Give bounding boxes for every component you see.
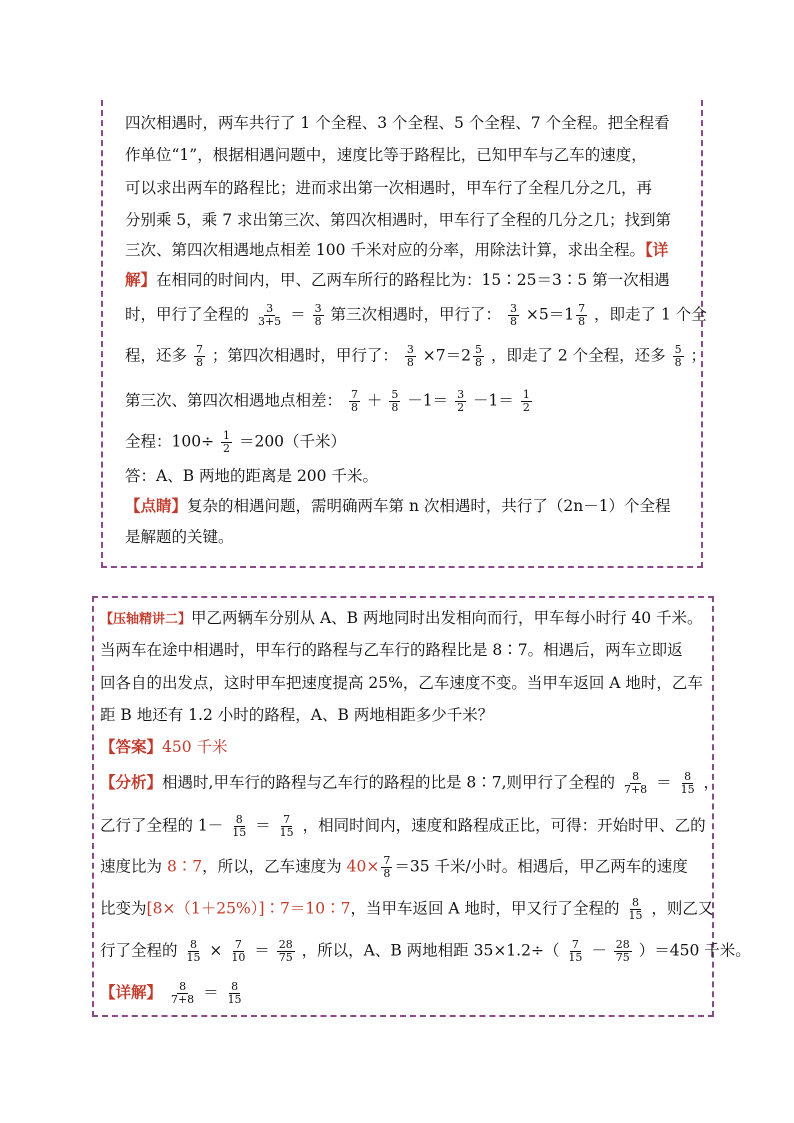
detail-tag: 【详: [644, 240, 669, 259]
detail-tag: 【详解】: [100, 982, 163, 1002]
fraction: $\frac{8}{15}$: [227, 980, 242, 1006]
fraction: $\frac{8}{7+8}$: [623, 770, 648, 796]
text-segment: ；第四次相遇时，甲行了：: [211, 346, 398, 365]
text-segment: 程，还多: [125, 346, 188, 365]
section-tag: 【压轴精讲二】: [100, 612, 192, 627]
analysis-line: [100, 855, 688, 880]
analysis-line: [100, 897, 713, 922]
fraction: $\frac{5}{8}$: [391, 388, 399, 414]
answer-value: 450 千米: [162, 738, 228, 756]
text-line: [125, 240, 668, 260]
detail-tag: 解】: [125, 270, 157, 289]
text-line: [125, 496, 671, 516]
problem-line: 距 B 地还有 1.2 小时的路程，A、B 两地相距多少千米？: [100, 706, 494, 724]
text-segment: 全程：100÷: [125, 432, 215, 451]
text-segment: －1＝: [473, 391, 514, 410]
fraction: $\frac{5}{8}$: [475, 343, 482, 369]
math-line: [125, 344, 706, 369]
math-line: [125, 430, 346, 455]
text-segment: －1＝: [407, 391, 449, 410]
problem-line: 回各自的出发点，这时甲车把速度提高 25%，乙车速度不变。当甲车返回 A 地时，乙车: [100, 674, 703, 692]
key-point-tag: 【点睛】: [125, 496, 188, 515]
text-segment: 速度比为: [100, 857, 167, 876]
fraction: $\frac{7}{10}$: [231, 938, 246, 964]
text-segment: ＝: [203, 983, 219, 1002]
text-line: [125, 270, 670, 290]
text-segment: ，所以，A、B 两地相距 35×1.2÷（: [301, 941, 560, 960]
detail-line: [100, 981, 246, 1006]
highlight-text: 8∶7: [166, 857, 203, 876]
problem-line: [100, 608, 703, 630]
text-segment: ＝200（千米）: [238, 432, 347, 451]
text-segment: ＝: [290, 305, 306, 324]
text-segment: ×7＝2: [422, 346, 471, 365]
text-segment: 复杂的相遇问题，需明确两车第 n 次相遇时，共行了（2n－1）个全程: [187, 497, 671, 515]
text-segment: ＝35 千米/小时。相遇后，甲乙两车的速度: [394, 857, 688, 876]
fraction: $\frac{5}{8}$: [674, 343, 682, 369]
fraction: $\frac{3}{8}$: [509, 302, 517, 328]
text-segment: ＝: [254, 941, 270, 960]
fraction: $\frac{7}{8}$: [383, 854, 391, 880]
fraction: $\frac{28}{75}$: [278, 938, 293, 964]
fraction: $\frac{7}{15}$: [279, 813, 294, 839]
fraction: $\frac{8}{15}$: [232, 813, 247, 839]
text-segment: ）＝450 千米。: [638, 941, 751, 960]
text-line: 四次相遇时，两车共行了 1 个全程、3 个全程、5 个全程、7 个全程。把全程看: [125, 114, 670, 132]
fraction: $\frac{8}{7+8}$: [170, 980, 195, 1006]
text-segment: 乙行了全程的 1－: [100, 816, 224, 835]
text-segment: ，即走了 1 个全: [594, 305, 707, 324]
text-segment: ，相同时间内，速度和路程成正比，可得：开始时甲、乙的: [302, 816, 706, 835]
answer-line: 答：A、B 两地的距离是 200 千米。: [125, 467, 378, 485]
text-segment: ，当甲车返回 A 地时，甲又行了全程的: [350, 899, 620, 918]
problem-line: 当两车在途中相遇时，甲车行的路程与乙车行的路程比是 8∶7。相遇后，两车立即返: [100, 641, 683, 659]
math-line: [125, 303, 707, 328]
text-segment: ；: [690, 346, 707, 365]
answer-tag: 【答案】: [100, 737, 163, 756]
text-segment: ，则乙又: [651, 899, 714, 918]
highlight-text: [8×（1＋25%）]∶7＝10∶7: [146, 899, 351, 918]
fraction: $\frac{3}{3+5}$: [257, 302, 282, 328]
analysis-line: [100, 771, 719, 796]
highlight-text: 40×: [346, 857, 380, 876]
fraction: $\frac{3}{2}$: [457, 388, 465, 414]
text-segment: ＝: [255, 816, 271, 835]
text-line: 是解题的关键。: [125, 528, 234, 546]
fraction: $\frac{1}{2}$: [522, 388, 530, 414]
fraction: $\frac{8}{15}$: [680, 770, 695, 796]
fraction: $\frac{7}{15}$: [568, 938, 583, 964]
text-segment: －: [591, 941, 607, 960]
answer-line: [100, 737, 228, 757]
fraction: $\frac{7}{8}$: [578, 302, 586, 328]
text-segment: 第三次、第四次相遇地点相差：: [125, 391, 343, 410]
fraction: $\frac{8}{15}$: [628, 896, 643, 922]
analysis-tag: 【分析】: [100, 772, 163, 792]
text-segment: 时，甲行了全程的: [125, 305, 250, 324]
text-segment: 三次、第四次相遇地点相差 100 千米对应的分率，用除法计算，求出全程。: [125, 241, 645, 259]
fraction: $\frac{1}{2}$: [223, 429, 231, 455]
text-segment: ，即走了 2 个全程，还多: [490, 346, 666, 365]
math-line: [125, 389, 534, 414]
text-segment: 相遇时,甲车行的路程与乙车行的路程的比是 8∶7,则甲行了全程的: [162, 773, 616, 792]
text-segment: 甲乙两辆车分别从 A、B 两地同时出发相向而行，甲车每小时行 40 千米。: [191, 609, 703, 627]
analysis-line: [100, 814, 706, 839]
text-segment: 第三次相遇时，甲行了：: [330, 305, 502, 324]
fraction: $\frac{3}{8}$: [314, 302, 322, 328]
text-segment: 在相同的时间内，甲、乙两车所行的路程比为：15∶25＝3∶5 第一次相遇: [156, 271, 670, 289]
text-segment: ＝: [656, 773, 672, 792]
text-line: 可以求出两车的路程比；进而求出第一次相遇时，甲车行了全程几分之几，再: [125, 179, 653, 197]
fraction: $\frac{7}{8}$: [195, 343, 203, 369]
text-segment: ，: [703, 773, 720, 792]
text-segment: ＋: [366, 391, 383, 410]
fraction: $\frac{7}{8}$: [350, 388, 358, 414]
fraction: $\frac{8}{15}$: [186, 938, 201, 964]
text-segment: ×: [209, 941, 223, 960]
text-segment: ×5＝1: [525, 305, 575, 324]
fraction: $\frac{3}{8}$: [406, 343, 414, 369]
text-line: 分别乘 5，乘 7 求出第三次、第四次相遇时，甲车行了全程的几分之几；找到第: [125, 211, 672, 229]
text-line: 作单位“1”，根据相遇问题中，速度比等于路程比，已知甲车与乙车的速度，: [125, 146, 647, 164]
fraction: $\frac{28}{75}$: [615, 938, 630, 964]
text-segment: 行了全程的: [100, 941, 178, 960]
text-segment: 比变为: [100, 899, 147, 918]
text-segment: ，所以，乙车速度为: [202, 857, 347, 876]
analysis-line: [100, 939, 751, 964]
